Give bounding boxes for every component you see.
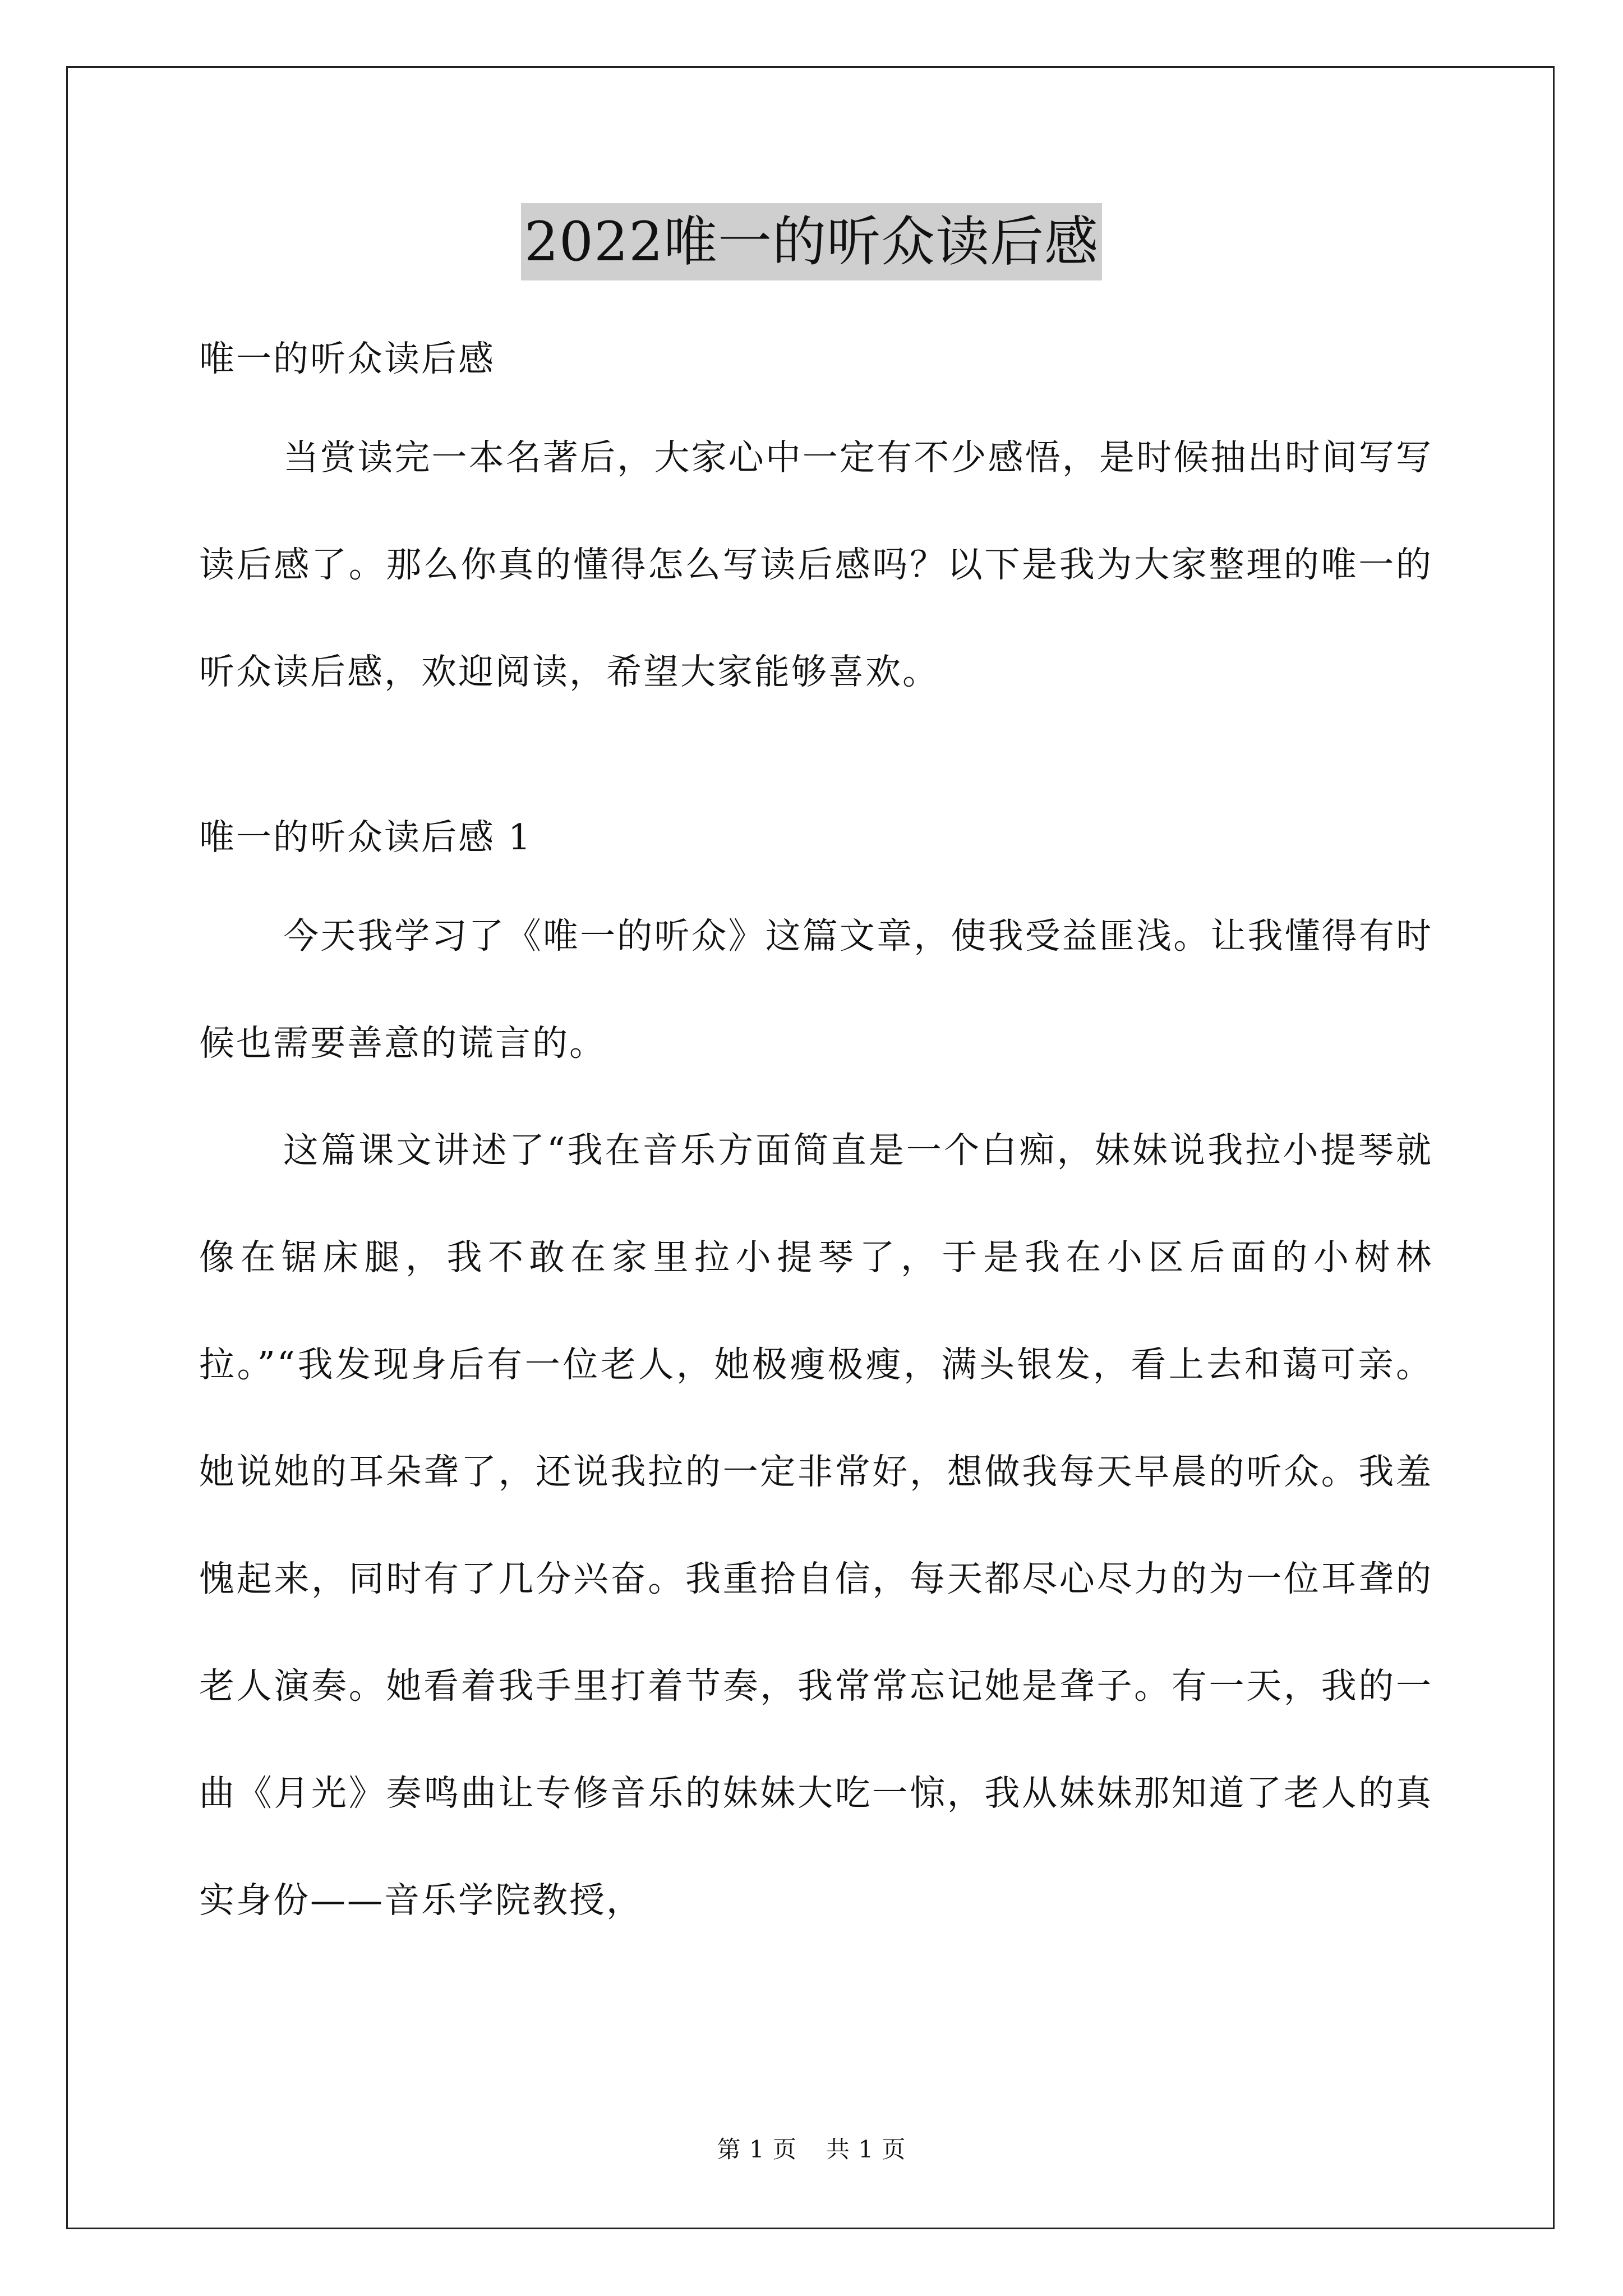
section-heading: 唯一的听众读后感 1 xyxy=(199,817,533,858)
title-container xyxy=(0,203,1623,280)
document-body xyxy=(199,331,1433,1954)
subtitle: 唯一的听众读后感 xyxy=(199,338,495,379)
page-footer xyxy=(0,2131,1623,2165)
document-title: 2022唯一的听众读后感 xyxy=(521,203,1102,280)
page-total: 共 1 页 xyxy=(826,2136,906,2163)
page-number: 第 1 页 xyxy=(717,2136,797,2163)
intro-paragraph: 当赏读完一本名著后，大家心中一定有不少感悟，是时候抽出时间写写读后感了。那么你真的懂得怎么写读后感吗？以下是我为大家整理的唯一的听众读后感，欢迎阅读，希望大家能够喜欢。 xyxy=(199,437,1433,692)
paragraph: 这篇课文讲述了“我在音乐方面简直是一个白痴，妹妹说我拉小提琴就像在锯床腿，我不敢在家里拉小提琴了，于是我在小区后面的小树林拉。”“我发现身后有一位老人，她极瘦极瘦，满头银发，看上去和蔼可亲。她说她的耳朵聋了，还说我拉的一定非常好，想做我每天早晨的听众。我羞愧起来，同时有了几分兴奋。我重拾自信，每天都尽心尽力的为一位耳聋的老人演奏。她看着我手里打着节奏，我常常忘记她是聋子。有一天，我的一曲《月光》奏鸣曲让专修音乐的妹妹大吃一惊，我从妹妹那知道了老人的真实身份——音乐学院教授， xyxy=(199,1130,1433,1921)
paragraph: 今天我学习了《唯一的听众》这篇文章，使我受益匪浅。让我懂得有时候也需要善意的谎言的。 xyxy=(199,915,1433,1064)
